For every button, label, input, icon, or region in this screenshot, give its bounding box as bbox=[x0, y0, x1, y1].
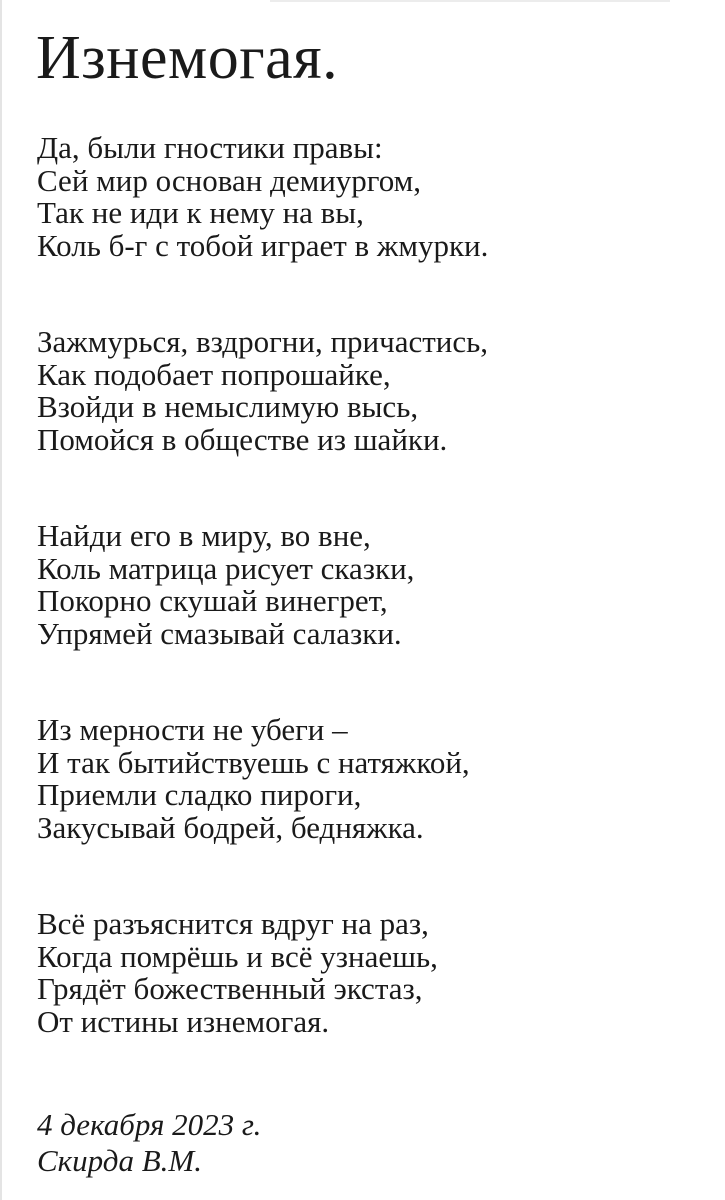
signature-block bbox=[37, 1107, 261, 1179]
poem-line: Как подобает попрошайке, bbox=[37, 356, 391, 392]
poem-date: 4 декабря 2023 г. bbox=[37, 1107, 262, 1142]
poem-line: Грядёт божественный экстаз, bbox=[37, 971, 423, 1006]
stanza-3 bbox=[37, 520, 488, 650]
poem-body bbox=[37, 132, 488, 1102]
poem-line: Зажмурься, вздрогни, причастись, bbox=[37, 324, 489, 359]
poem-line: Покорно скушай винегрет, bbox=[37, 583, 388, 618]
poem-line: Всё разъяснится вдруг на раз, bbox=[37, 906, 429, 941]
page-top-rule bbox=[270, 0, 670, 2]
stanza-4 bbox=[37, 714, 488, 844]
poem-title: Изнемогая. bbox=[36, 24, 339, 92]
poem-line: Закусывай бодрей, бедняжка. bbox=[37, 809, 424, 845]
page-left-edge bbox=[0, 0, 2, 1200]
poem-line: Приемли сладко пироги, bbox=[37, 777, 362, 812]
poem-line: Когда помрёшь и всё узнаешь, bbox=[37, 938, 438, 974]
poem-line: Из мерности не убеги – bbox=[37, 712, 348, 747]
stanza-1 bbox=[37, 132, 488, 262]
poem-line: Упрямей смазывай салазки. bbox=[37, 615, 402, 651]
poem-line: От истины изнемогая. bbox=[37, 1003, 330, 1039]
poem-line: Сей мир основан демиургом, bbox=[37, 162, 422, 198]
stanza-2 bbox=[37, 326, 488, 456]
poem-line: Помойся в обществе из шайки. bbox=[37, 421, 448, 457]
stanza-5 bbox=[37, 908, 488, 1038]
poem-line: И так бытийствуешь с натяжкой, bbox=[37, 744, 470, 780]
poem-line: Коль б-г с тобой играет в жмурки. bbox=[37, 227, 489, 263]
poem-line: Взойди в немыслимую высь, bbox=[37, 389, 419, 424]
poem-line: Коль матрица рисует сказки, bbox=[37, 550, 415, 586]
poem-line: Найди его в миру, во вне, bbox=[37, 518, 371, 553]
poem-author: Скирда В.М. bbox=[37, 1143, 202, 1178]
poem-line: Так не иди к нему на вы, bbox=[37, 195, 364, 230]
poem-line: Да, были гностики правы: bbox=[37, 130, 383, 165]
